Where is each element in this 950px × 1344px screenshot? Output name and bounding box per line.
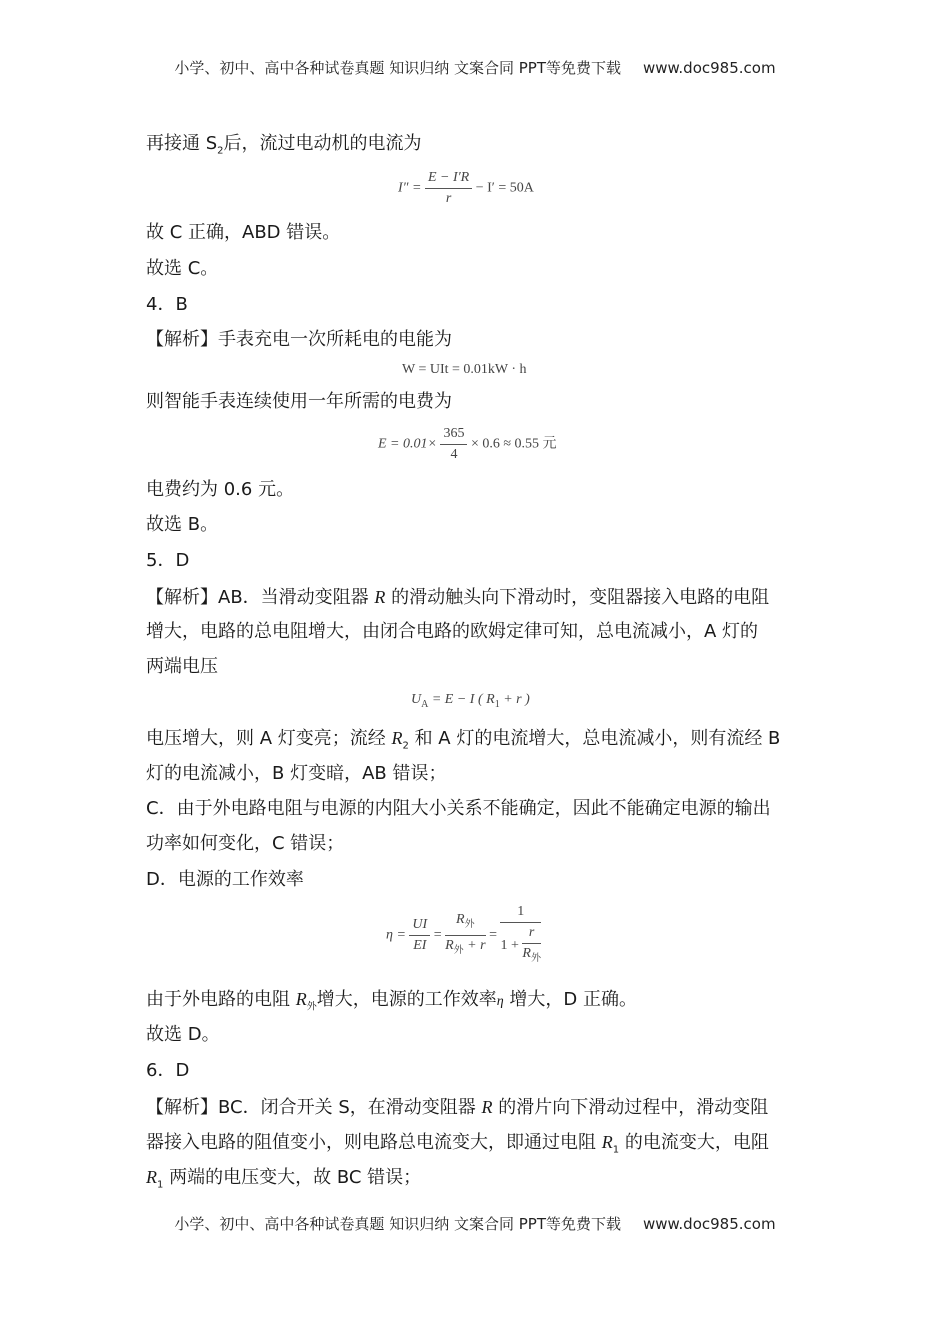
text-line: 灯的电流减小，B 灯变暗，AB 错误； <box>146 763 447 784</box>
text-line: 则智能手表连续使用一年所需的电费为 <box>146 391 452 412</box>
text-line: 电费约为 0.6 元。 <box>146 479 295 500</box>
footer-site[interactable]: www.doc985.com <box>642 1215 776 1233</box>
text-line: 【解析】BC．闭合开关 S，在滑动变阻器 R 的滑片向下滑动过程中，滑动变阻 <box>146 1097 769 1118</box>
text-line: 【解析】手表充电一次所耗电的电能为 <box>146 329 452 350</box>
text-line: 功率如何变化，C 错误； <box>146 833 345 854</box>
question-number: 5．D <box>146 550 190 571</box>
text-line: 由于外电路的电阻 $R_外$增大，电源的工作效率η 增大，D 正确。 <box>146 989 637 1013</box>
text-line: 故 C 正确，ABD 错误。 <box>146 222 341 243</box>
text-line: D．电源的工作效率 <box>146 869 304 890</box>
question-number: 6．D <box>146 1060 190 1081</box>
question-number: 4．B <box>146 294 188 315</box>
text-line: 故选 D。 <box>146 1024 220 1045</box>
header-site[interactable]: www.doc985.com <box>642 59 776 77</box>
text-line: 故选 B。 <box>146 514 219 535</box>
page-footer <box>0 1213 950 1234</box>
text-line: 增大，电路的总电阻增大，由闭合电路的欧姆定律可知，总电流减小，A 灯的 <box>146 621 759 642</box>
equation-4: $U_A = E - I$ ( $R_1 + r$ ) <box>411 692 530 710</box>
text-line: 再接通 $S_2$后，流过电动机的电流为 <box>146 133 422 157</box>
equation-1: I″ = $\frac{E - I'R}{r}$ − I′ = 50A <box>398 170 534 206</box>
text-line: 【解析】AB．当滑动变阻器 R 的滑动触头向下滑动时，变阻器接入电路的电阻 <box>146 587 770 608</box>
equation-3: E = 0.01× $\frac{365}{4}$ × 0.6 ≈ 0.55 元 <box>378 426 557 462</box>
text-line: $R_1$ 两端的电压变大，故 BC 错误； <box>146 1167 422 1191</box>
footer-title: 小学、初中、高中各种试卷真题 知识归纳 文案合同 PPT等免费下载 <box>174 1215 621 1233</box>
text-line: C．由于外电路电阻与电源的内阻大小关系不能确定，因此不能确定电源的输出 <box>146 798 771 819</box>
text-line: 故选 C。 <box>146 258 219 279</box>
equation-5: η = $\frac{UI}{EI}$ = $\frac{R_外}{R_外 + r}$ = 1 1 + $\frac{r}{R_外}$ <box>386 904 541 964</box>
header-title: 小学、初中、高中各种试卷真题 知识归纳 文案合同 PPT等免费下载 <box>174 59 621 77</box>
text-line: 两端电压 <box>146 656 218 677</box>
page-header <box>0 57 950 78</box>
text-line: 器接入电路的阻值变小，则电路总电流变大，即通过电阻 $R_1$ 的电流变大，电阻 <box>146 1132 769 1156</box>
equation-2: W = UIt = 0.01kW · h <box>402 362 527 377</box>
text-line: 电压增大，则 A 灯变亮；流经 $R_2$ 和 A 灯的电流增大，总电流减小，则有流经 B <box>146 728 781 752</box>
